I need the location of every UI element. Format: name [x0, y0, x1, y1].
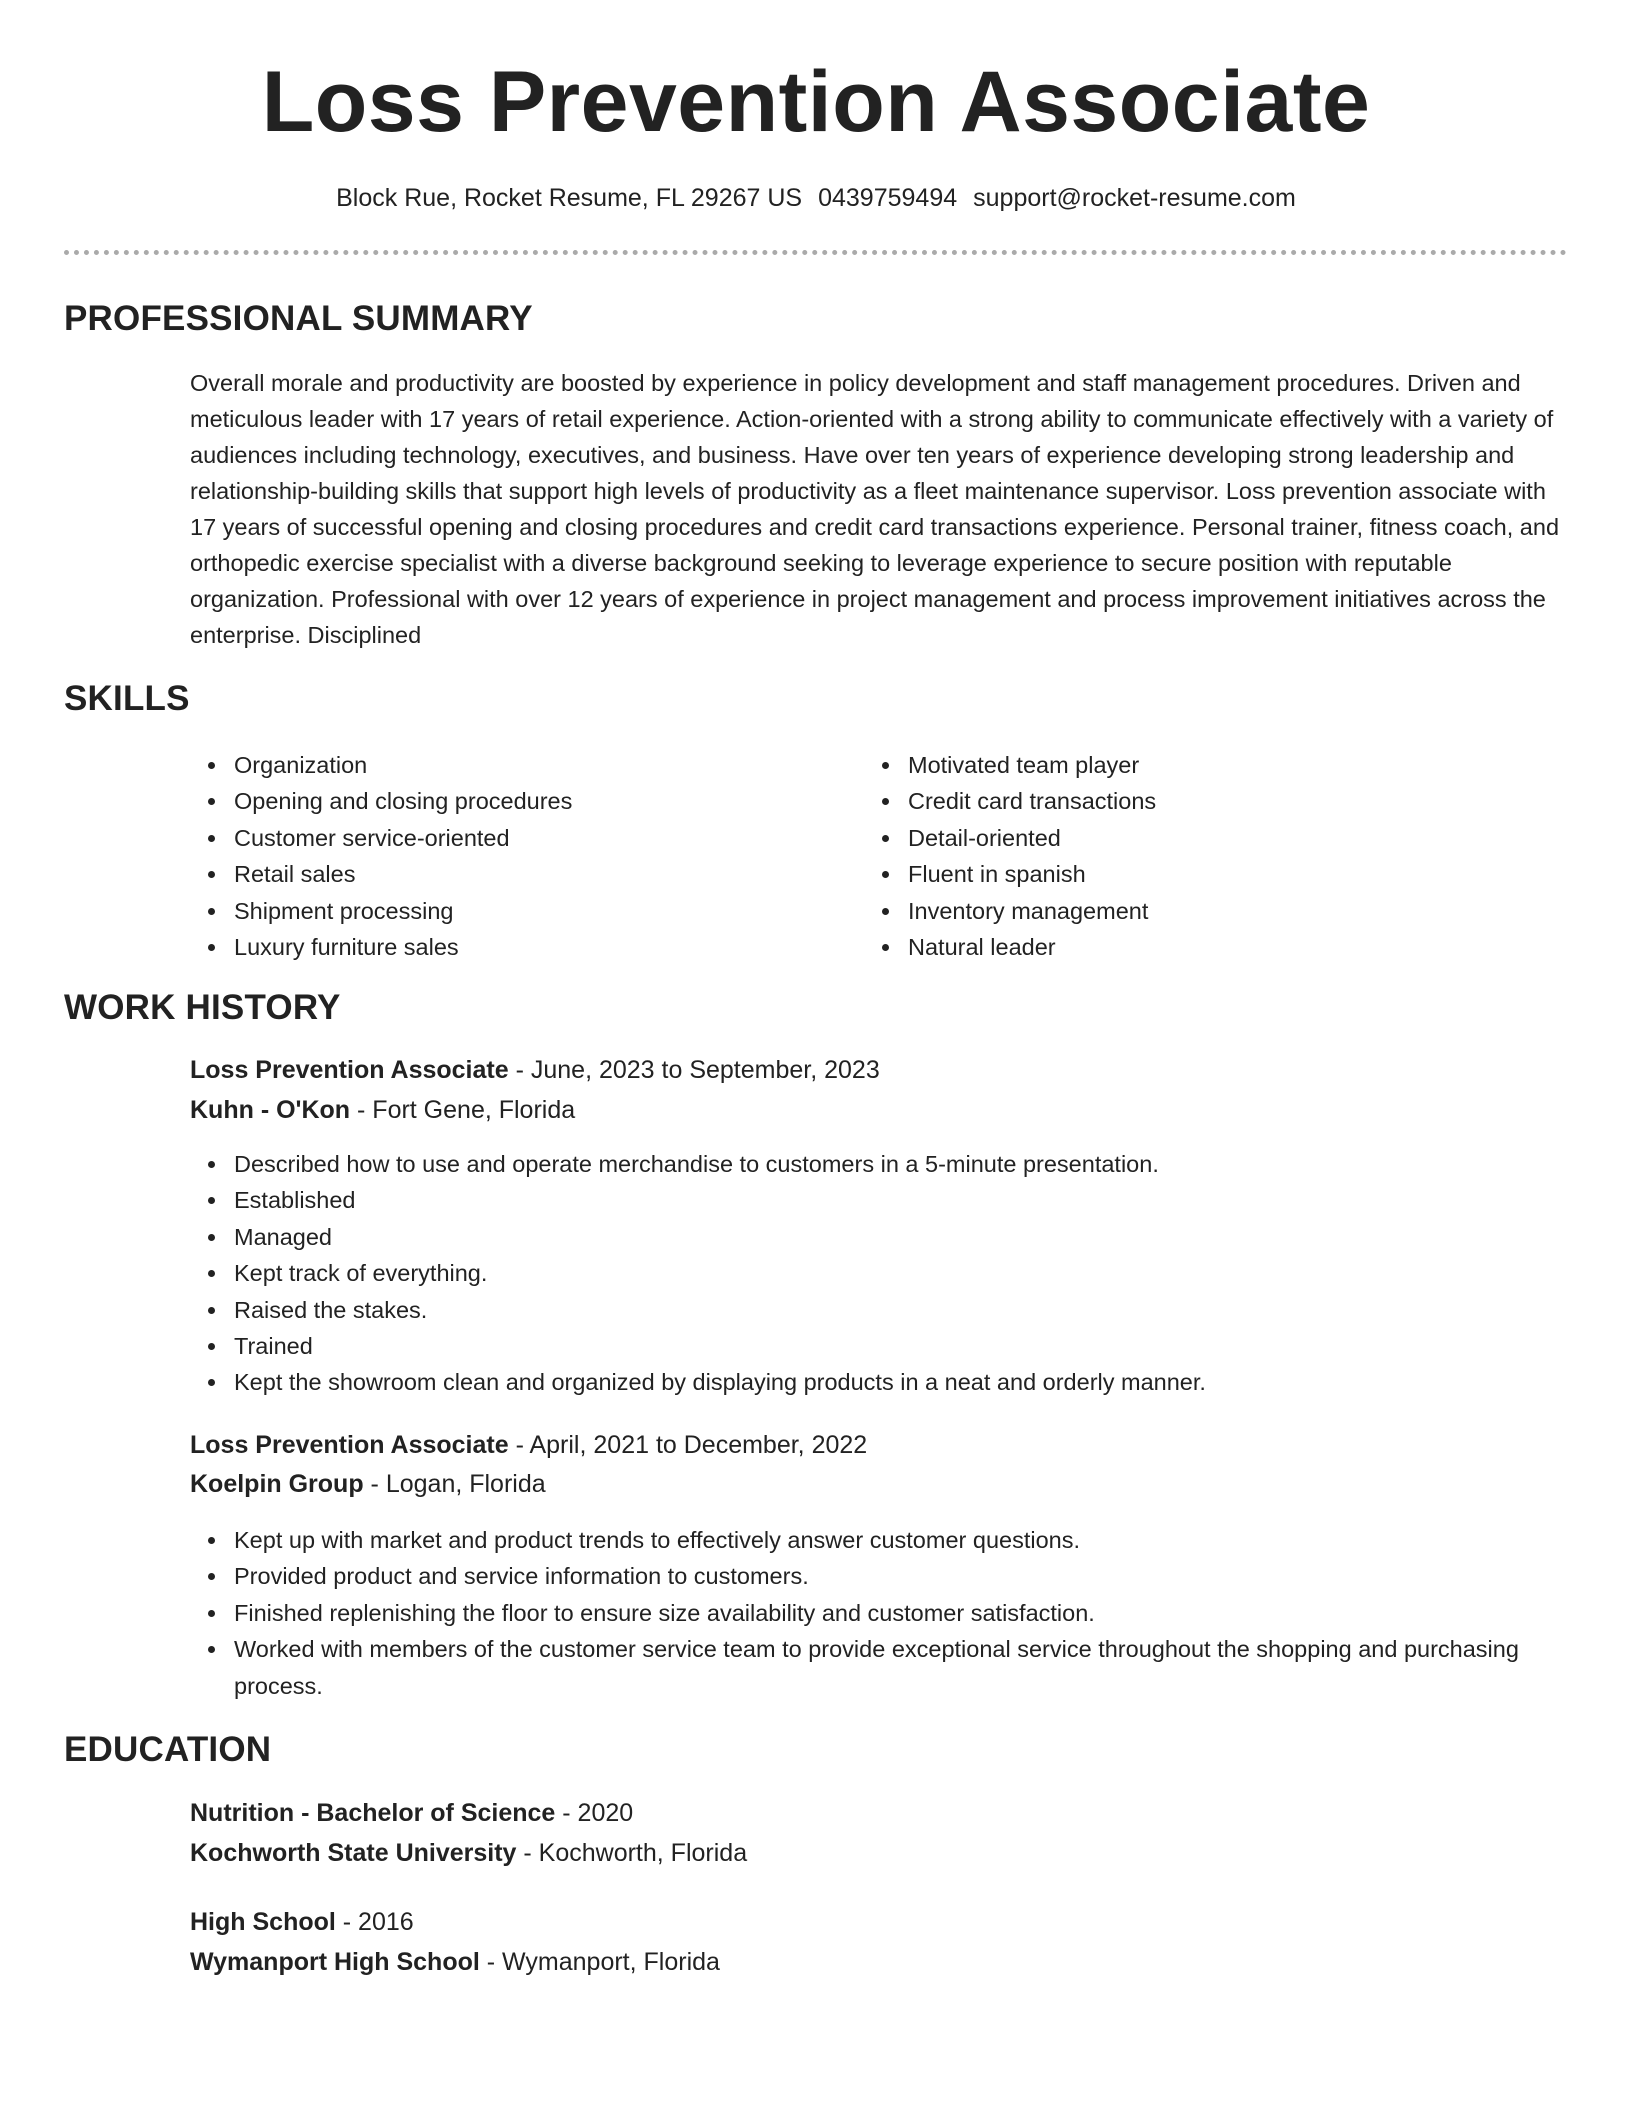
job-bullet: Provided product and service information to customers. [234, 1558, 1614, 1594]
skill-item: Motivated team player [908, 747, 1156, 783]
edu-year: - 2020 [555, 1799, 634, 1827]
skill-item: Shipment processing [234, 893, 572, 929]
job-bullet: Raised the stakes. [234, 1292, 1614, 1328]
edu-school: Wymanport High School [190, 1948, 480, 1976]
contact-email: support@rocket-resume.com [973, 184, 1296, 212]
skill-item: Credit card transactions [908, 783, 1156, 819]
skill-item: Inventory management [908, 893, 1156, 929]
job-company: Kuhn - O'Kon [190, 1096, 351, 1124]
job-2-company-line [190, 1466, 546, 1502]
skill-item: Organization [234, 747, 572, 783]
job-location: - Fort Gene, Florida [350, 1096, 576, 1124]
job-dates: - April, 2021 to December, 2022 [508, 1431, 868, 1459]
job-1-bullets [190, 1146, 1614, 1401]
job-bullet: Kept up with market and product trends to effectively answer customer questions. [234, 1522, 1614, 1558]
edu-2-degree-line [190, 1904, 414, 1940]
job-bullet: Managed [234, 1219, 1614, 1255]
section-title-education: EDUCATION [64, 1730, 272, 1769]
section-title-skills: SKILLS [64, 679, 190, 718]
skill-item: Detail-oriented [908, 820, 1156, 856]
skill-item: Natural leader [908, 929, 1156, 965]
job-bullet: Finished replenishing the floor to ensure size availability and customer satisfaction. [234, 1595, 1614, 1631]
edu-degree: High School [190, 1908, 336, 1936]
skill-item: Opening and closing procedures [234, 783, 572, 819]
job-bullet: Kept track of everything. [234, 1255, 1614, 1291]
job-bullet: Kept the showroom clean and organized by displaying products in a neat and orderly manner. [234, 1364, 1614, 1400]
edu-degree: Nutrition - Bachelor of Science [190, 1799, 556, 1827]
edu-1-degree-line [190, 1795, 633, 1831]
job-1-company-line [190, 1092, 575, 1128]
skills-list-left [190, 747, 572, 965]
skill-item: Retail sales [234, 856, 572, 892]
skill-item: Luxury furniture sales [234, 929, 572, 965]
job-bullet: Described how to use and operate merchandise to customers in a 5-minute presentation. [234, 1146, 1614, 1182]
job-position: Loss Prevention Associate [190, 1056, 509, 1084]
job-bullet: Established [234, 1182, 1614, 1218]
candidate-name: Loss Prevention Associate [261, 54, 1371, 150]
job-dates: - June, 2023 to September, 2023 [508, 1056, 880, 1084]
skill-item: Customer service-oriented [234, 820, 572, 856]
edu-2-school-line [190, 1944, 720, 1980]
skills-list-right [864, 747, 1156, 965]
job-location: - Logan, Florida [363, 1470, 546, 1498]
edu-year: - 2016 [335, 1908, 414, 1936]
section-title-summary: PROFESSIONAL SUMMARY [64, 299, 533, 338]
header-divider [64, 250, 1567, 255]
edu-location: - Kochworth, Florida [516, 1839, 748, 1867]
job-1-title-line [190, 1052, 880, 1088]
edu-location: - Wymanport, Florida [479, 1948, 720, 1976]
job-position: Loss Prevention Associate [190, 1431, 509, 1459]
job-2-bullets [190, 1522, 1614, 1704]
summary-text: Overall morale and productivity are boosted by experience in policy development and staff management procedures. Driven and meticulous leader with 17 years of retail experience. Action-oriented with a strong ability to communicate effectively with a variety of audiences including technology, executives, and business. Have over ten years of experience developing strong leadership and relationship-building skills that support high levels of productivity as a fleet maintenance supervisor. Loss prevention associate with 17 years of successful opening and closing procedures and credit card transactions experience. Personal trainer, fitness coach, and orthopedic exercise specialist with a diverse background seeking to leverage experience to secure position with reputable organization. Professional with over 12 years of experience in project management and process improvement initiatives across the enterprise. Disciplined [190, 370, 1560, 648]
job-bullet: Trained [234, 1328, 1614, 1364]
skill-item: Fluent in spanish [908, 856, 1156, 892]
edu-school: Kochworth State University [190, 1839, 517, 1867]
contact-phone: 0439759494 [818, 184, 958, 212]
edu-1-school-line [190, 1835, 747, 1871]
section-title-work-history: WORK HISTORY [64, 988, 341, 1027]
job-company: Koelpin Group [190, 1470, 364, 1498]
job-bullet: Worked with members of the customer service team to provide exceptional service throughout the shopping and purchasing process. [234, 1631, 1614, 1704]
job-2-title-line [190, 1427, 867, 1463]
contact-line [0, 180, 1632, 216]
contact-address: Block Rue, Rocket Resume, FL 29267 US [336, 184, 803, 212]
